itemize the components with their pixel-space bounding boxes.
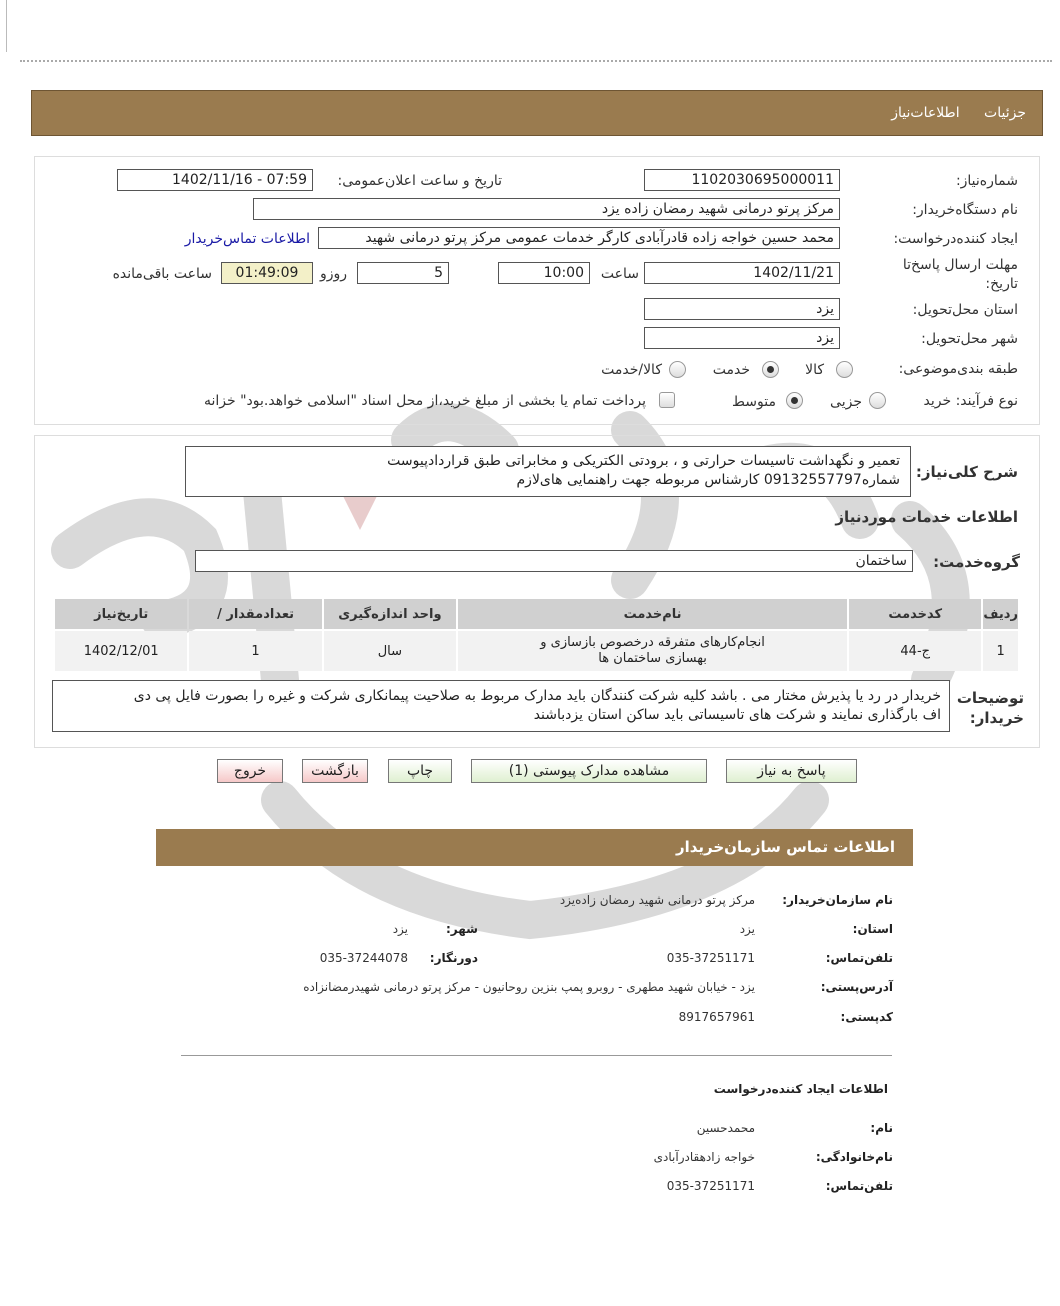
creator-phone-value: 035-37251171 (666, 1179, 755, 1193)
buyer-notes-box (52, 680, 950, 732)
col-service-code: کدخدمت (849, 599, 981, 629)
category-both-text: کالا/خدمت (601, 362, 662, 378)
reply-button[interactable]: پاسخ به نیاز (726, 759, 857, 783)
org-name-key: نام سازمان‌خریدار: (782, 893, 893, 907)
buyer-notes-line-1: خریدار در رد یا پذیرش مختار می . باشد کلیه شرکت کنندگان باید مدارک مربوط به صلاحیت پیمانکاری شرکت و غیره را بصورت فایل پی دی (133, 688, 941, 704)
col-service-name: نام‌خدمت (458, 599, 847, 629)
need-number-field: 1102030695000011 (644, 169, 840, 191)
category-service-radio[interactable] (762, 361, 779, 378)
city-key: شهر: (446, 922, 478, 936)
family-name-value: خواجه زادهقادرآبادی (653, 1150, 755, 1164)
tab-need-info[interactable]: اطلاعات‌نیاز (891, 105, 960, 121)
announce-date-field: 1402/11/16 - 07:59 (117, 169, 313, 191)
treasury-payment-checkbox[interactable] (659, 392, 675, 408)
org-name-value: مرکز پرتو درمانی شهید رمضان زاده‌یزد (559, 893, 755, 907)
treasury-payment-text: پرداخت تمام یا بخشی از مبلغ خرید،از محل اسناد "اسلامی خواهد.بود" خزانه (203, 393, 646, 409)
remaining-time-field: 01:49:09 (221, 262, 313, 284)
tab-details[interactable]: جزئیات (984, 105, 1026, 121)
process-partial-text: جزیی (830, 394, 862, 410)
first-name-value: محمدحسین (696, 1121, 755, 1135)
fax-value: 035-37244078 (319, 951, 408, 965)
section-divider (181, 1055, 892, 1056)
row-service-code: ج-44 (849, 631, 981, 671)
announce-date-label: تاریخ و ساعت اعلان‌عمومی: (337, 173, 502, 189)
province-field: یزد (644, 298, 840, 320)
postal-code-value: 8917657961 (678, 1010, 755, 1024)
buyer-notes-label: توضیحات خریدار: (956, 689, 1024, 727)
print-button[interactable]: چاپ (388, 759, 452, 783)
creator-phone-key: تلفن‌تماس: (825, 1179, 893, 1193)
row-need-date: 1402/12/01 (55, 631, 187, 671)
buyer-contact-link[interactable]: اطلاعات تماس‌خریدار (184, 231, 310, 247)
buyer-notes-line-2: اف بارگذاری نمایند و شرکت های تاسیساتی باید ساکن استان یزدباشند (533, 707, 941, 723)
first-name-key: نام: (870, 1121, 893, 1135)
deadline-time-label: ساعت (600, 266, 639, 282)
col-quantity: تعدادمقدار / (189, 599, 321, 629)
page-header-bar (31, 90, 1043, 136)
category-goods-radio[interactable] (836, 361, 853, 378)
row-unit: سال (324, 631, 456, 671)
deadline-time-field: 10:00 (498, 262, 590, 284)
buyer-contact-title: اطلاعات تماس سازمان‌خریدار (675, 838, 895, 856)
category-both-radio[interactable] (669, 361, 686, 378)
fax-key: دورنگار: (429, 951, 478, 965)
city-field: یزد (644, 327, 840, 349)
row-service-name: انجام‌کارهای متفرقه درخصوص بازسازی و بهسازی ساختمان ها (458, 631, 847, 671)
table-row (55, 631, 1018, 671)
services-section-title: اطلاعات خدمات موردنیاز (835, 508, 1018, 526)
remaining-time-label: ساعت باقی‌مانده (112, 266, 212, 282)
buyer-org-label: نام دستگاه‌خریدار: (912, 202, 1018, 218)
category-service-text: خدمت (712, 362, 750, 378)
city-value: یزد (392, 922, 408, 936)
phone-value: 035-37251171 (666, 951, 755, 965)
need-number-label: شماره‌نیاز: (955, 173, 1018, 189)
category-goods-text: کالا (805, 362, 824, 378)
address-key: آدرس‌پستی: (820, 980, 893, 994)
process-partial-radio[interactable] (869, 392, 886, 409)
services-table (53, 597, 1020, 673)
process-medium-radio[interactable] (786, 392, 803, 409)
buyer-contact-header (156, 829, 913, 866)
creator-field: محمد حسین خواجه زاده قادرآبادی کارگر خدمات عمومی مرکز پرتو درمانی شهید (318, 227, 840, 249)
creator-label: ایجاد کننده‌درخواست: (893, 231, 1018, 247)
city-label: شهر محل‌تحویل: (921, 331, 1018, 347)
days-field: 5 (357, 262, 449, 284)
col-unit: واحد اندازه‌گیری (324, 599, 456, 629)
service-group-label: گروه‌خدمت: (933, 553, 1020, 571)
phone-key: تلفن‌تماس: (825, 951, 893, 965)
general-desc-line-1: تعمیر و نگهداشت تاسیسات حرارتی و ، برودتی الکتریکی و مخابراتی طبق قراردادپیوست (387, 453, 900, 469)
deadline-date-field: 1402/11/21 (644, 262, 840, 284)
days-label: روزو (319, 266, 347, 282)
row-index: 1 (983, 631, 1018, 671)
province-value: یزد (739, 922, 755, 936)
general-desc-label: شرح کلی‌نیاز: (915, 463, 1018, 481)
col-need-date: تاریخ‌نیاز (55, 599, 187, 629)
row-quantity: 1 (189, 631, 321, 671)
postal-code-key: کدپستی: (840, 1010, 893, 1024)
exit-button[interactable]: خروج (217, 759, 283, 783)
province-label: استان محل‌تحویل: (912, 302, 1018, 318)
general-desc-box (185, 446, 911, 497)
deadline-label: مهلت ارسال پاسخ‌تا تاریخ: (902, 257, 1018, 292)
province-key: استان: (852, 922, 893, 936)
process-medium-text: متوسط (732, 394, 776, 410)
family-name-key: نام‌خانوادگی: (815, 1150, 893, 1164)
view-attachments-button[interactable]: مشاهده مدارک پیوستی (1) (471, 759, 707, 783)
category-label: طبقه بندی‌موضوعی: (898, 361, 1018, 377)
process-type-label: نوع فرآیند: خرید (923, 393, 1018, 409)
creator-info-title: اطلاعات ایجاد کننده‌درخواست (713, 1082, 888, 1096)
general-desc-line-2: شماره09132557797 کارشناس مربوطه جهت راهنمایی های‌لازم (516, 472, 900, 488)
back-button[interactable]: بازگشت (302, 759, 368, 783)
col-row: ردیف (983, 599, 1018, 629)
left-border-line (6, 0, 7, 52)
address-value: یزد - خیابان شهید مطهری - روبرو پمپ بنزین روحانیون - مرکز پرتو درمانی شهیدرمضانزاده (303, 980, 755, 994)
dotted-separator (20, 60, 1052, 62)
service-group-field: ساختمان (195, 550, 913, 572)
buyer-org-field: مرکز پرتو درمانی شهید رمضان زاده یزد (253, 198, 840, 220)
